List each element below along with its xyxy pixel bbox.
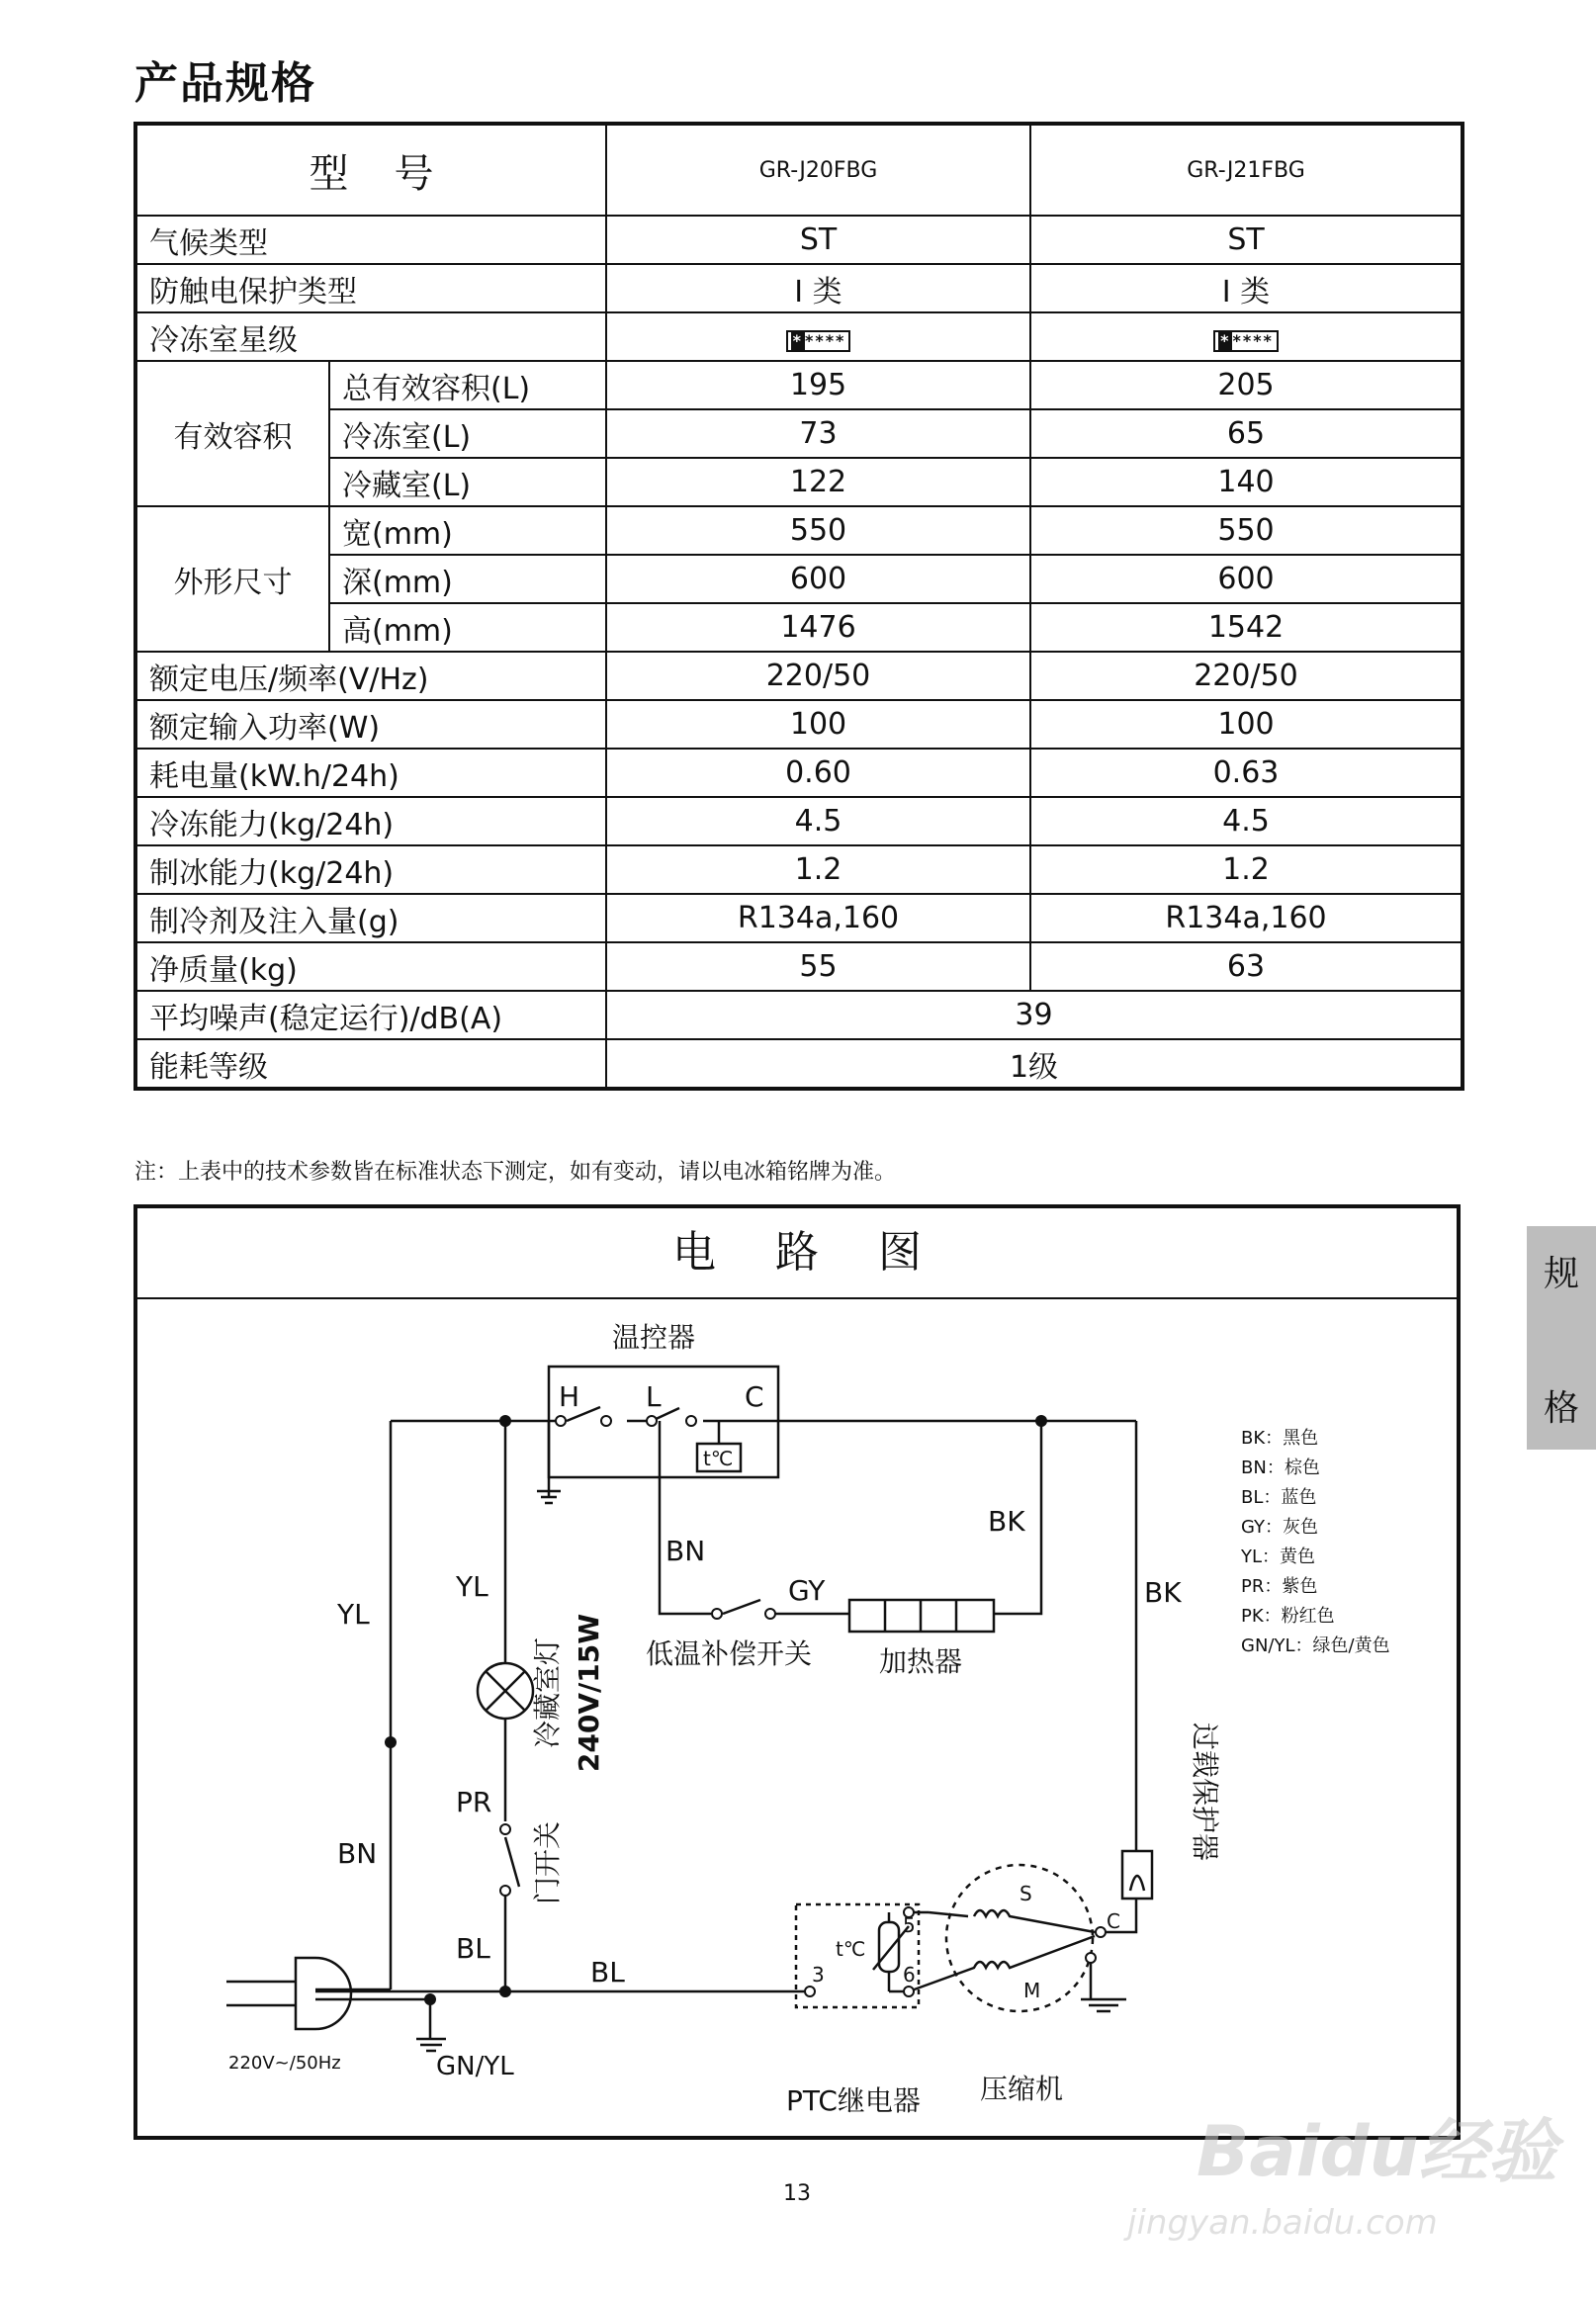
terminal bbox=[765, 1609, 775, 1619]
terminal bbox=[1086, 1953, 1096, 1963]
legend-item: BK：黑色 bbox=[1241, 1428, 1319, 1449]
row-label: 额定电压/频率(V/Hz) bbox=[135, 652, 606, 700]
table-row bbox=[135, 652, 1463, 700]
compressor-pin-label: S bbox=[1020, 1882, 1032, 1905]
table-row bbox=[135, 942, 1463, 991]
row-value: 205 bbox=[1030, 361, 1463, 409]
row-label: 额定输入功率(W) bbox=[135, 700, 606, 749]
row-label: 总有效容积(L) bbox=[329, 361, 606, 409]
row-label: 深(mm) bbox=[329, 555, 606, 603]
row-value: 39 bbox=[606, 991, 1463, 1039]
legend-item: YL：黄色 bbox=[1241, 1547, 1316, 1567]
table-row bbox=[135, 603, 1463, 652]
terminal bbox=[686, 1416, 696, 1426]
terminal bbox=[556, 1416, 566, 1426]
compressor-pin-label: M bbox=[1023, 1979, 1041, 2002]
junction-dot bbox=[385, 1736, 397, 1748]
row-label: 冷藏室(L) bbox=[329, 458, 606, 506]
circuit-diagram-panel bbox=[133, 1204, 1461, 2140]
freezer-star-badge: * **** bbox=[1213, 330, 1279, 352]
row-value: 55 bbox=[606, 942, 1030, 991]
row-value: 1级 bbox=[606, 1039, 1463, 1089]
group-label: 外形尺寸 bbox=[135, 506, 329, 652]
row-value: 195 bbox=[606, 361, 1030, 409]
row-label: 冷冻室星级 bbox=[135, 312, 606, 361]
wire-label-gnyl: GN/YL bbox=[436, 2052, 514, 2081]
watermark-logo: Baidu经验 bbox=[1197, 2111, 1557, 2192]
row-label: 平均噪声(稳定运行)/dB(A) bbox=[135, 991, 606, 1039]
table-footnote: 注：上表中的技术参数皆在标准状态下测定，如有变动，请以电冰箱铭牌为准。 bbox=[134, 1160, 897, 1185]
compressor-label: 压缩机 bbox=[980, 2073, 1064, 2105]
circuit-wires bbox=[226, 1367, 1152, 2051]
group-label: 有效容积 bbox=[135, 361, 329, 506]
terminal bbox=[500, 1886, 510, 1896]
low-temp-switch-label: 低温补偿开关 bbox=[646, 1637, 813, 1670]
terminal bbox=[1096, 1927, 1106, 1937]
wire-label-gy: GY bbox=[788, 1574, 826, 1607]
star-rating-value bbox=[606, 312, 1030, 361]
model-name: GR-J21FBG bbox=[1030, 124, 1463, 216]
thermostat-tc-label: t℃ bbox=[703, 1447, 734, 1470]
row-value: ST bbox=[606, 216, 1030, 264]
freezer-star-badge: * **** bbox=[786, 330, 851, 352]
wire-label-bn: BN bbox=[337, 1837, 378, 1870]
power-rating-label: 220V~/50Hz bbox=[228, 2053, 341, 2074]
row-value: I 类 bbox=[606, 264, 1030, 312]
row-value: 1476 bbox=[606, 603, 1030, 652]
model-name: GR-J20FBG bbox=[606, 124, 1030, 216]
junction-dot bbox=[424, 1993, 436, 2005]
junction-dot bbox=[499, 1986, 511, 1997]
main-winding bbox=[909, 1936, 1095, 1991]
table-row bbox=[135, 991, 1463, 1039]
low-temp-switch bbox=[723, 1600, 760, 1614]
terminal-h-label: H bbox=[559, 1380, 580, 1413]
watermark bbox=[1098, 2077, 1562, 2264]
row-value: 100 bbox=[1030, 700, 1463, 749]
row-value: 220/50 bbox=[606, 652, 1030, 700]
table-row bbox=[135, 700, 1463, 749]
heater-label: 加热器 bbox=[879, 1645, 963, 1678]
page-title: 产品规格 bbox=[134, 58, 316, 109]
ptc-pin-label: 6 bbox=[903, 1963, 916, 1987]
terminal bbox=[500, 1824, 510, 1834]
wire-label-bl: BL bbox=[590, 1956, 625, 1989]
row-value: 220/50 bbox=[1030, 652, 1463, 700]
row-value: R134a,160 bbox=[606, 894, 1030, 942]
model-header: 型号 bbox=[135, 124, 606, 216]
row-label: 耗电量(kW.h/24h) bbox=[135, 749, 606, 797]
table-row bbox=[135, 458, 1463, 506]
legend-item: GN/YL：绿色/黄色 bbox=[1241, 1635, 1390, 1656]
thermostat-label: 温控器 bbox=[612, 1321, 696, 1354]
row-value: 140 bbox=[1030, 458, 1463, 506]
side-tab-char: 规 bbox=[1543, 1254, 1579, 1294]
row-value: 4.5 bbox=[606, 797, 1030, 845]
row-label: 高(mm) bbox=[329, 603, 606, 652]
table-row bbox=[135, 797, 1463, 845]
table-row bbox=[135, 749, 1463, 797]
circuit-diagram bbox=[137, 1208, 1464, 2144]
row-value: 122 bbox=[606, 458, 1030, 506]
color-legend bbox=[1240, 1428, 1390, 1656]
wire-label-bl: BL bbox=[456, 1932, 490, 1965]
row-value: I 类 bbox=[1030, 264, 1463, 312]
row-label: 冷冻室(L) bbox=[329, 409, 606, 458]
row-value: 0.63 bbox=[1030, 749, 1463, 797]
legend-item: GY：灰色 bbox=[1241, 1517, 1319, 1538]
row-value: 63 bbox=[1030, 942, 1463, 991]
row-value: R134a,160 bbox=[1030, 894, 1463, 942]
ptc-tc-label: t℃ bbox=[836, 1937, 866, 1961]
wire-label-bn: BN bbox=[665, 1535, 706, 1567]
lamp-label: 冷藏室灯 bbox=[531, 1636, 564, 1749]
door-switch bbox=[505, 1837, 519, 1887]
row-value: 1.2 bbox=[606, 845, 1030, 894]
page-number: 13 bbox=[783, 2181, 811, 2206]
table-row bbox=[135, 312, 1463, 361]
wire-label-yl: YL bbox=[337, 1598, 370, 1631]
row-value: 600 bbox=[606, 555, 1030, 603]
table-row bbox=[135, 555, 1463, 603]
row-label: 气候类型 bbox=[135, 216, 606, 264]
row-value: 65 bbox=[1030, 409, 1463, 458]
ground-symbol bbox=[416, 1999, 446, 2051]
row-label: 净质量(kg) bbox=[135, 942, 606, 991]
overload-protector-label: 过载保护器 bbox=[1189, 1722, 1221, 1862]
watermark-url: jingyan.baidu.com bbox=[1127, 2203, 1438, 2243]
legend-item: PK：粉红色 bbox=[1241, 1606, 1335, 1627]
wire-label-pr: PR bbox=[456, 1786, 492, 1818]
ptc-element bbox=[879, 1922, 899, 1972]
star-rating-value bbox=[1030, 312, 1463, 361]
table-row bbox=[135, 264, 1463, 312]
ptc-relay-label: PTC继电器 bbox=[786, 2084, 921, 2117]
row-label: 冷冻能力(kg/24h) bbox=[135, 797, 606, 845]
side-tab-char: 格 bbox=[1543, 1388, 1579, 1429]
row-label: 能耗等级 bbox=[135, 1039, 606, 1089]
row-label: 制冰能力(kg/24h) bbox=[135, 845, 606, 894]
wire-label-yl: YL bbox=[456, 1570, 488, 1603]
row-value: 1.2 bbox=[1030, 845, 1463, 894]
terminal bbox=[647, 1416, 657, 1426]
terminal-c-label: C bbox=[745, 1380, 764, 1413]
star-rating-value: **** bbox=[1232, 331, 1274, 350]
row-value: 73 bbox=[606, 409, 1030, 458]
row-value: 1542 bbox=[1030, 603, 1463, 652]
circuit-title: 电路图 bbox=[137, 1208, 1457, 1299]
start-winding bbox=[974, 1910, 1095, 1932]
table-row bbox=[135, 1039, 1463, 1089]
row-value: 550 bbox=[606, 506, 1030, 555]
door-switch-label: 门开关 bbox=[531, 1820, 564, 1905]
table-row bbox=[135, 845, 1463, 894]
junction-dot bbox=[499, 1415, 511, 1427]
row-label: 制冷剂及注入量(g) bbox=[135, 894, 606, 942]
row-value: 100 bbox=[606, 700, 1030, 749]
terminal bbox=[601, 1416, 611, 1426]
compressor-pin-label: C bbox=[1107, 1909, 1120, 1933]
ptc-pin-label: 3 bbox=[812, 1963, 825, 1987]
junction-dot bbox=[1035, 1415, 1047, 1427]
terminal bbox=[904, 1987, 914, 1996]
table-row bbox=[135, 894, 1463, 942]
row-value: 0.60 bbox=[606, 749, 1030, 797]
row-label: 宽(mm) bbox=[329, 506, 606, 555]
ptc-pin-label: 5 bbox=[903, 1913, 916, 1937]
legend-item: BN：棕色 bbox=[1241, 1458, 1320, 1478]
table-header-row bbox=[135, 124, 1463, 216]
table-row bbox=[135, 361, 1463, 409]
row-value: ST bbox=[1030, 216, 1463, 264]
legend-item: PR：紫色 bbox=[1241, 1576, 1318, 1597]
terminal-l-label: L bbox=[646, 1380, 662, 1413]
wire-label-bk: BK bbox=[1144, 1576, 1182, 1609]
wire-label-bk: BK bbox=[988, 1505, 1025, 1538]
row-label: 防触电保护类型 bbox=[135, 264, 606, 312]
row-value: 4.5 bbox=[1030, 797, 1463, 845]
legend-item: BL：蓝色 bbox=[1241, 1487, 1317, 1508]
terminal bbox=[712, 1609, 722, 1619]
table-row bbox=[135, 216, 1463, 264]
row-value: 550 bbox=[1030, 506, 1463, 555]
table-row bbox=[135, 409, 1463, 458]
terminal bbox=[805, 1987, 815, 1996]
row-value: 600 bbox=[1030, 555, 1463, 603]
table-row bbox=[135, 506, 1463, 555]
side-section-tab bbox=[1527, 1226, 1596, 1450]
lamp-rating: 240V/15W bbox=[573, 1613, 605, 1773]
power-plug bbox=[296, 1958, 351, 2029]
star-rating-value: **** bbox=[804, 331, 846, 350]
spec-table bbox=[133, 122, 1464, 1091]
